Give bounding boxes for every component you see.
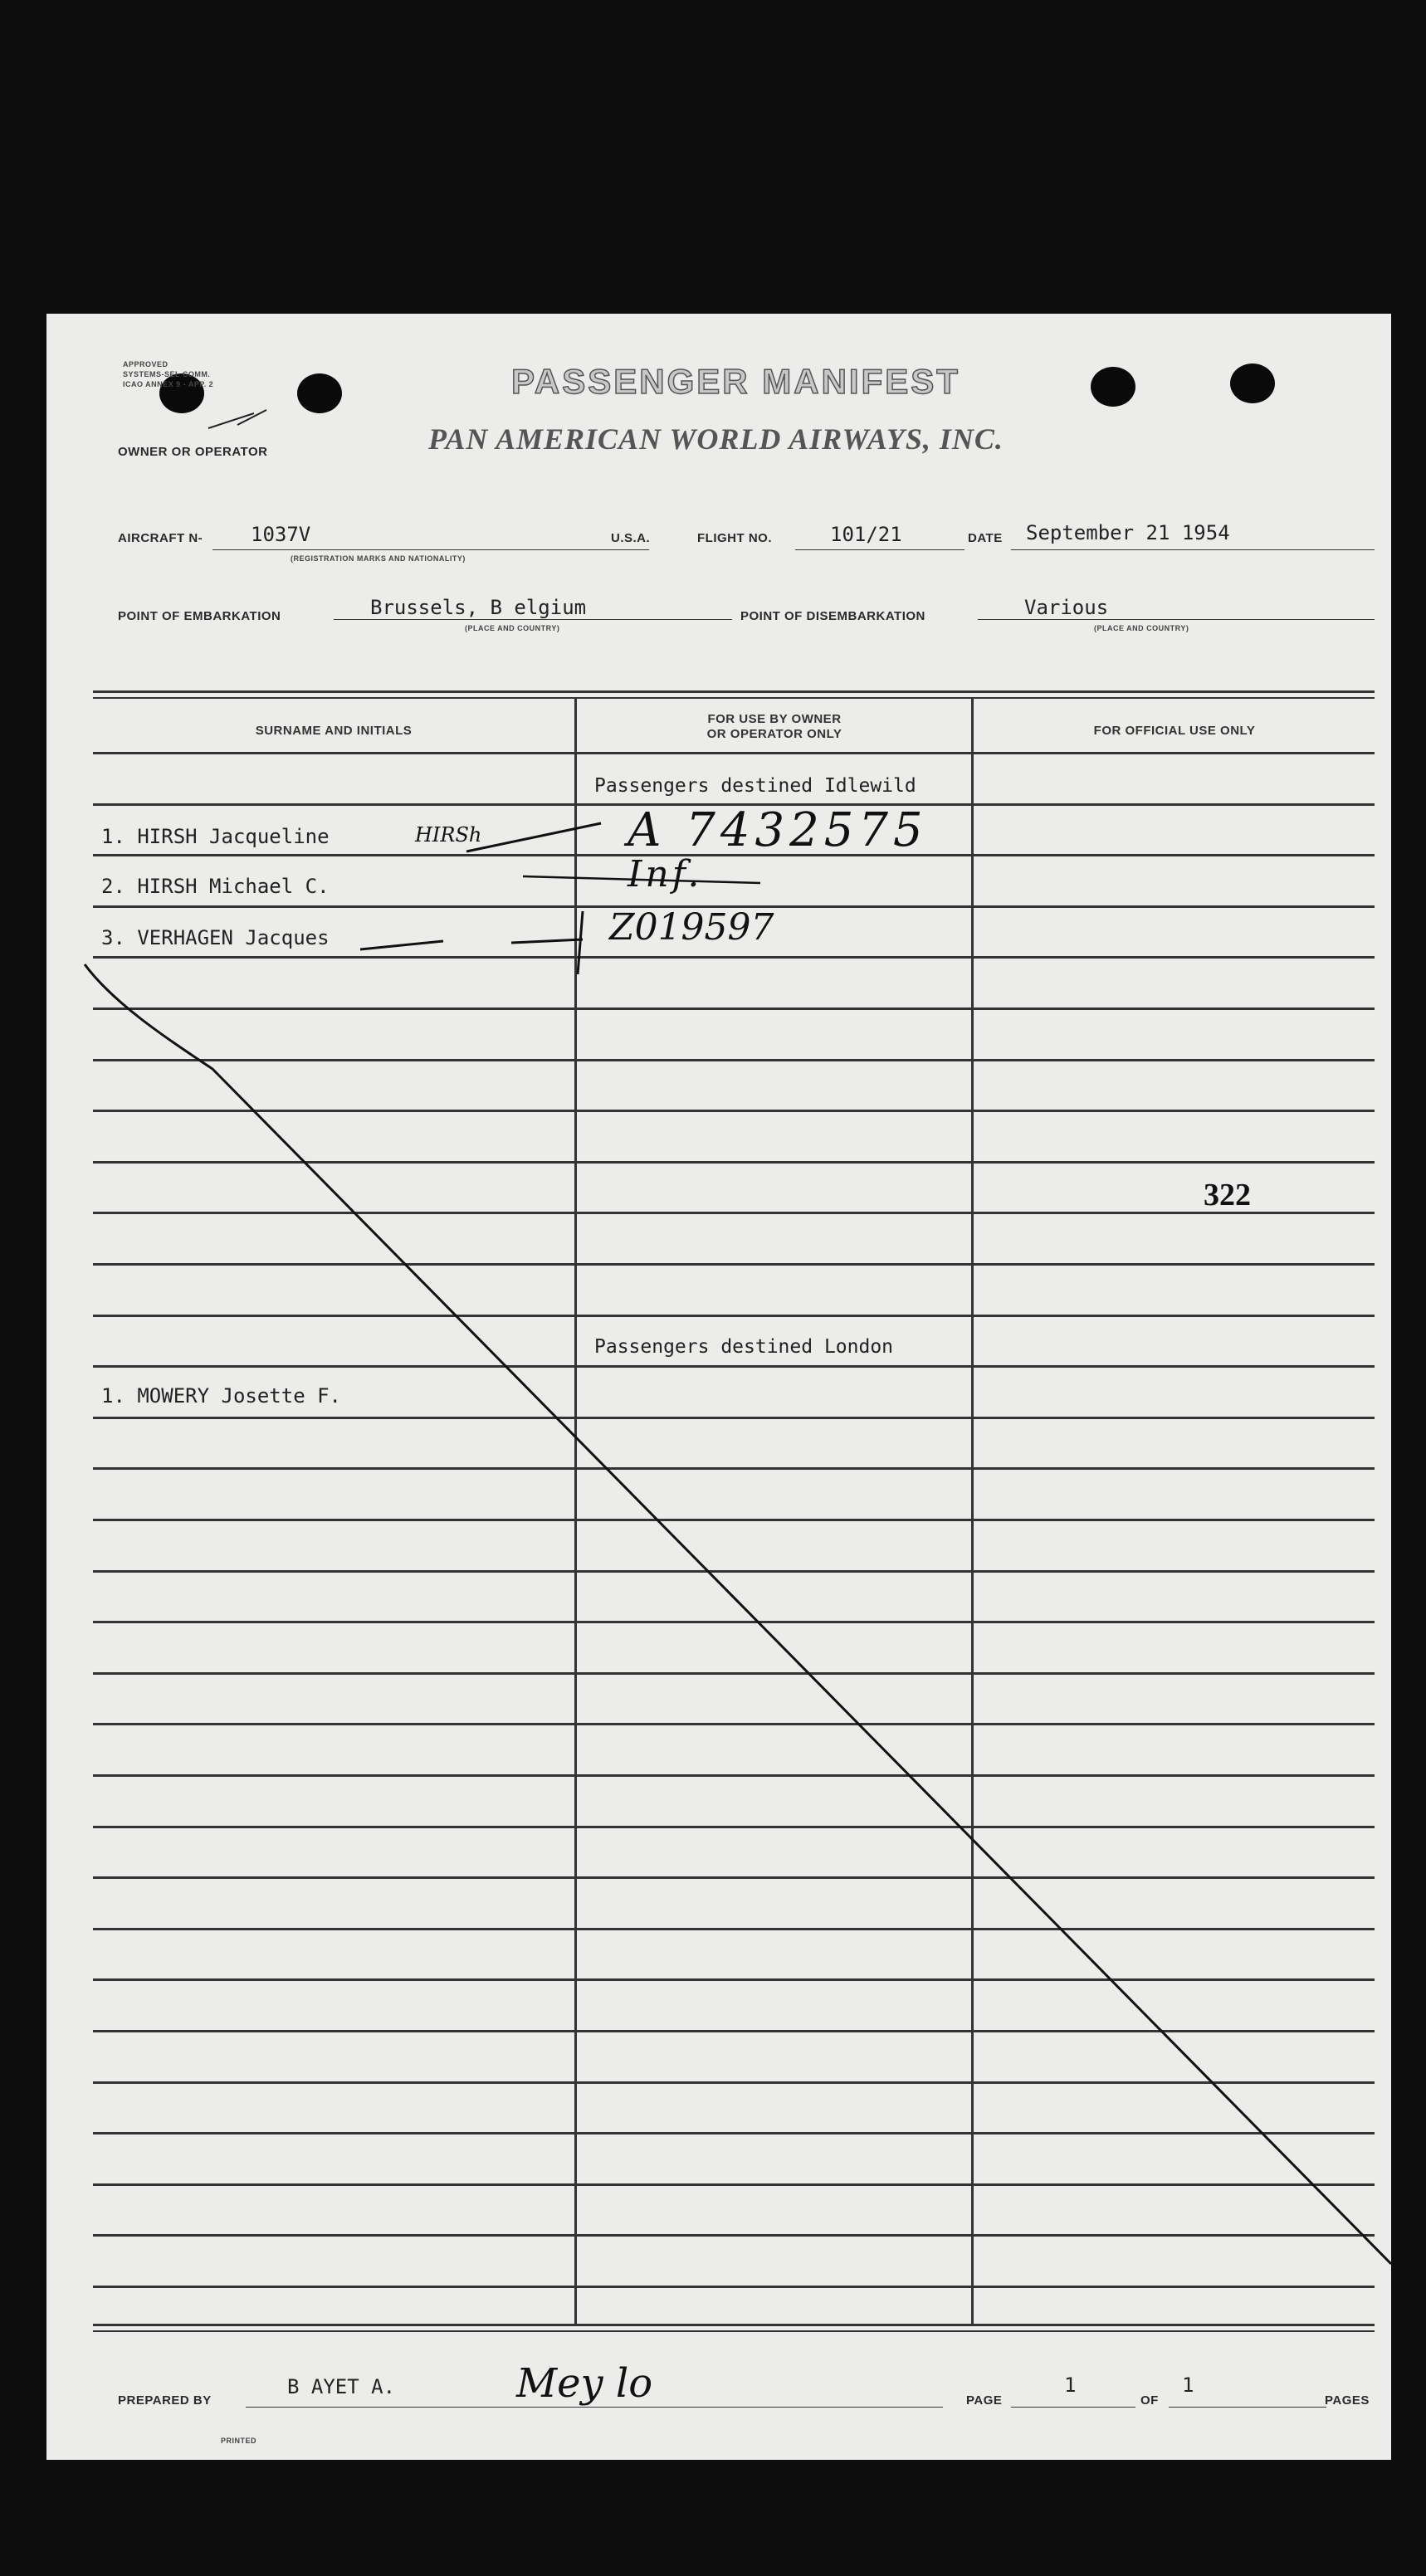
pages-label: PAGES bbox=[1325, 2393, 1370, 2408]
col-header-official: FOR OFFICIAL USE ONLY bbox=[1093, 724, 1256, 738]
page-label: PAGE bbox=[966, 2393, 1003, 2408]
group-heading-london: Passengers destined London bbox=[594, 1336, 894, 1358]
table-bottom-rule bbox=[93, 2324, 1375, 2326]
passenger-name: 1. MOWERY Josette F. bbox=[101, 1384, 341, 1408]
embarkation-place: Brussels, B elgium bbox=[370, 596, 587, 619]
passenger-note: A 7432575 bbox=[628, 803, 928, 857]
page-title: PASSENGER MANIFEST bbox=[511, 362, 960, 401]
total-pages: 1 bbox=[1182, 2374, 1194, 2397]
approval-line-1: APPROVED bbox=[123, 360, 168, 368]
usa-label: U.S.A. bbox=[611, 531, 651, 545]
place-caption-1: (PLACE AND COUNTRY) bbox=[465, 624, 560, 632]
table-bottom-rule-2 bbox=[93, 2330, 1375, 2332]
disembarkation-label: POINT OF DISEMBARKATION bbox=[740, 609, 925, 623]
flight-date: September 21 1954 bbox=[1026, 521, 1230, 544]
col-header-owner-use-2: OR OPERATOR ONLY bbox=[706, 727, 842, 741]
passenger-name: 1. HIRSH Jacqueline bbox=[101, 825, 330, 848]
total-underline bbox=[1169, 2407, 1326, 2408]
page-number: 1 bbox=[1064, 2374, 1077, 2397]
embarkation-label: POINT OF EMBARKATION bbox=[118, 609, 281, 623]
cross-out-line bbox=[46, 314, 1391, 2460]
of-label: OF bbox=[1140, 2393, 1159, 2408]
prepared-by-label: PREPARED BY bbox=[118, 2393, 212, 2408]
aircraft-label: AIRCRAFT N- bbox=[118, 531, 203, 545]
registration-caption: (REGISTRATION MARKS AND NATIONALITY) bbox=[291, 554, 466, 563]
passenger-note: Z019597 bbox=[609, 906, 774, 949]
approval-line-2: SYSTEMS-SEL COMM. bbox=[123, 370, 211, 378]
passenger-name: 3. VERHAGEN Jacques bbox=[101, 926, 330, 949]
flight-number: 101/21 bbox=[830, 523, 902, 546]
owner-operator-label: OWNER OR OPERATOR bbox=[118, 445, 268, 459]
page-underline bbox=[1011, 2407, 1135, 2408]
passenger-name: 2. HIRSH Michael C. bbox=[101, 875, 330, 898]
col-header-owner-use-1: FOR USE BY OWNER bbox=[707, 712, 842, 726]
group-heading-idlewild: Passengers destined Idlewild bbox=[594, 775, 916, 797]
passenger-handwritten-name: HIRSh bbox=[415, 823, 482, 846]
preparer-signature: Mey lo bbox=[516, 2360, 653, 2407]
aircraft-registration: 1037V bbox=[251, 523, 311, 546]
flight-number-label: FLIGHT NO. bbox=[697, 531, 772, 545]
manifest-sheet bbox=[46, 314, 1391, 2460]
disembarkation-place: Various bbox=[1024, 596, 1109, 619]
printer-mark: PRINTED bbox=[221, 2437, 257, 2445]
date-label: DATE bbox=[968, 531, 1003, 545]
airline-name: PAN AMERICAN WORLD AIRWAYS, INC. bbox=[428, 422, 1004, 456]
place-caption-2: (PLACE AND COUNTRY) bbox=[1094, 624, 1189, 632]
col-header-surname: SURNAME AND INITIALS bbox=[255, 724, 413, 738]
passenger-note: Inf. bbox=[628, 853, 703, 895]
prepared-underline bbox=[246, 2407, 943, 2408]
prepared-by-name: B AYET A. bbox=[287, 2375, 396, 2398]
approval-line-3: ICAO ANNEX 9 - APP. 2 bbox=[123, 380, 214, 388]
official-stamp: 322 bbox=[1204, 1178, 1251, 1212]
